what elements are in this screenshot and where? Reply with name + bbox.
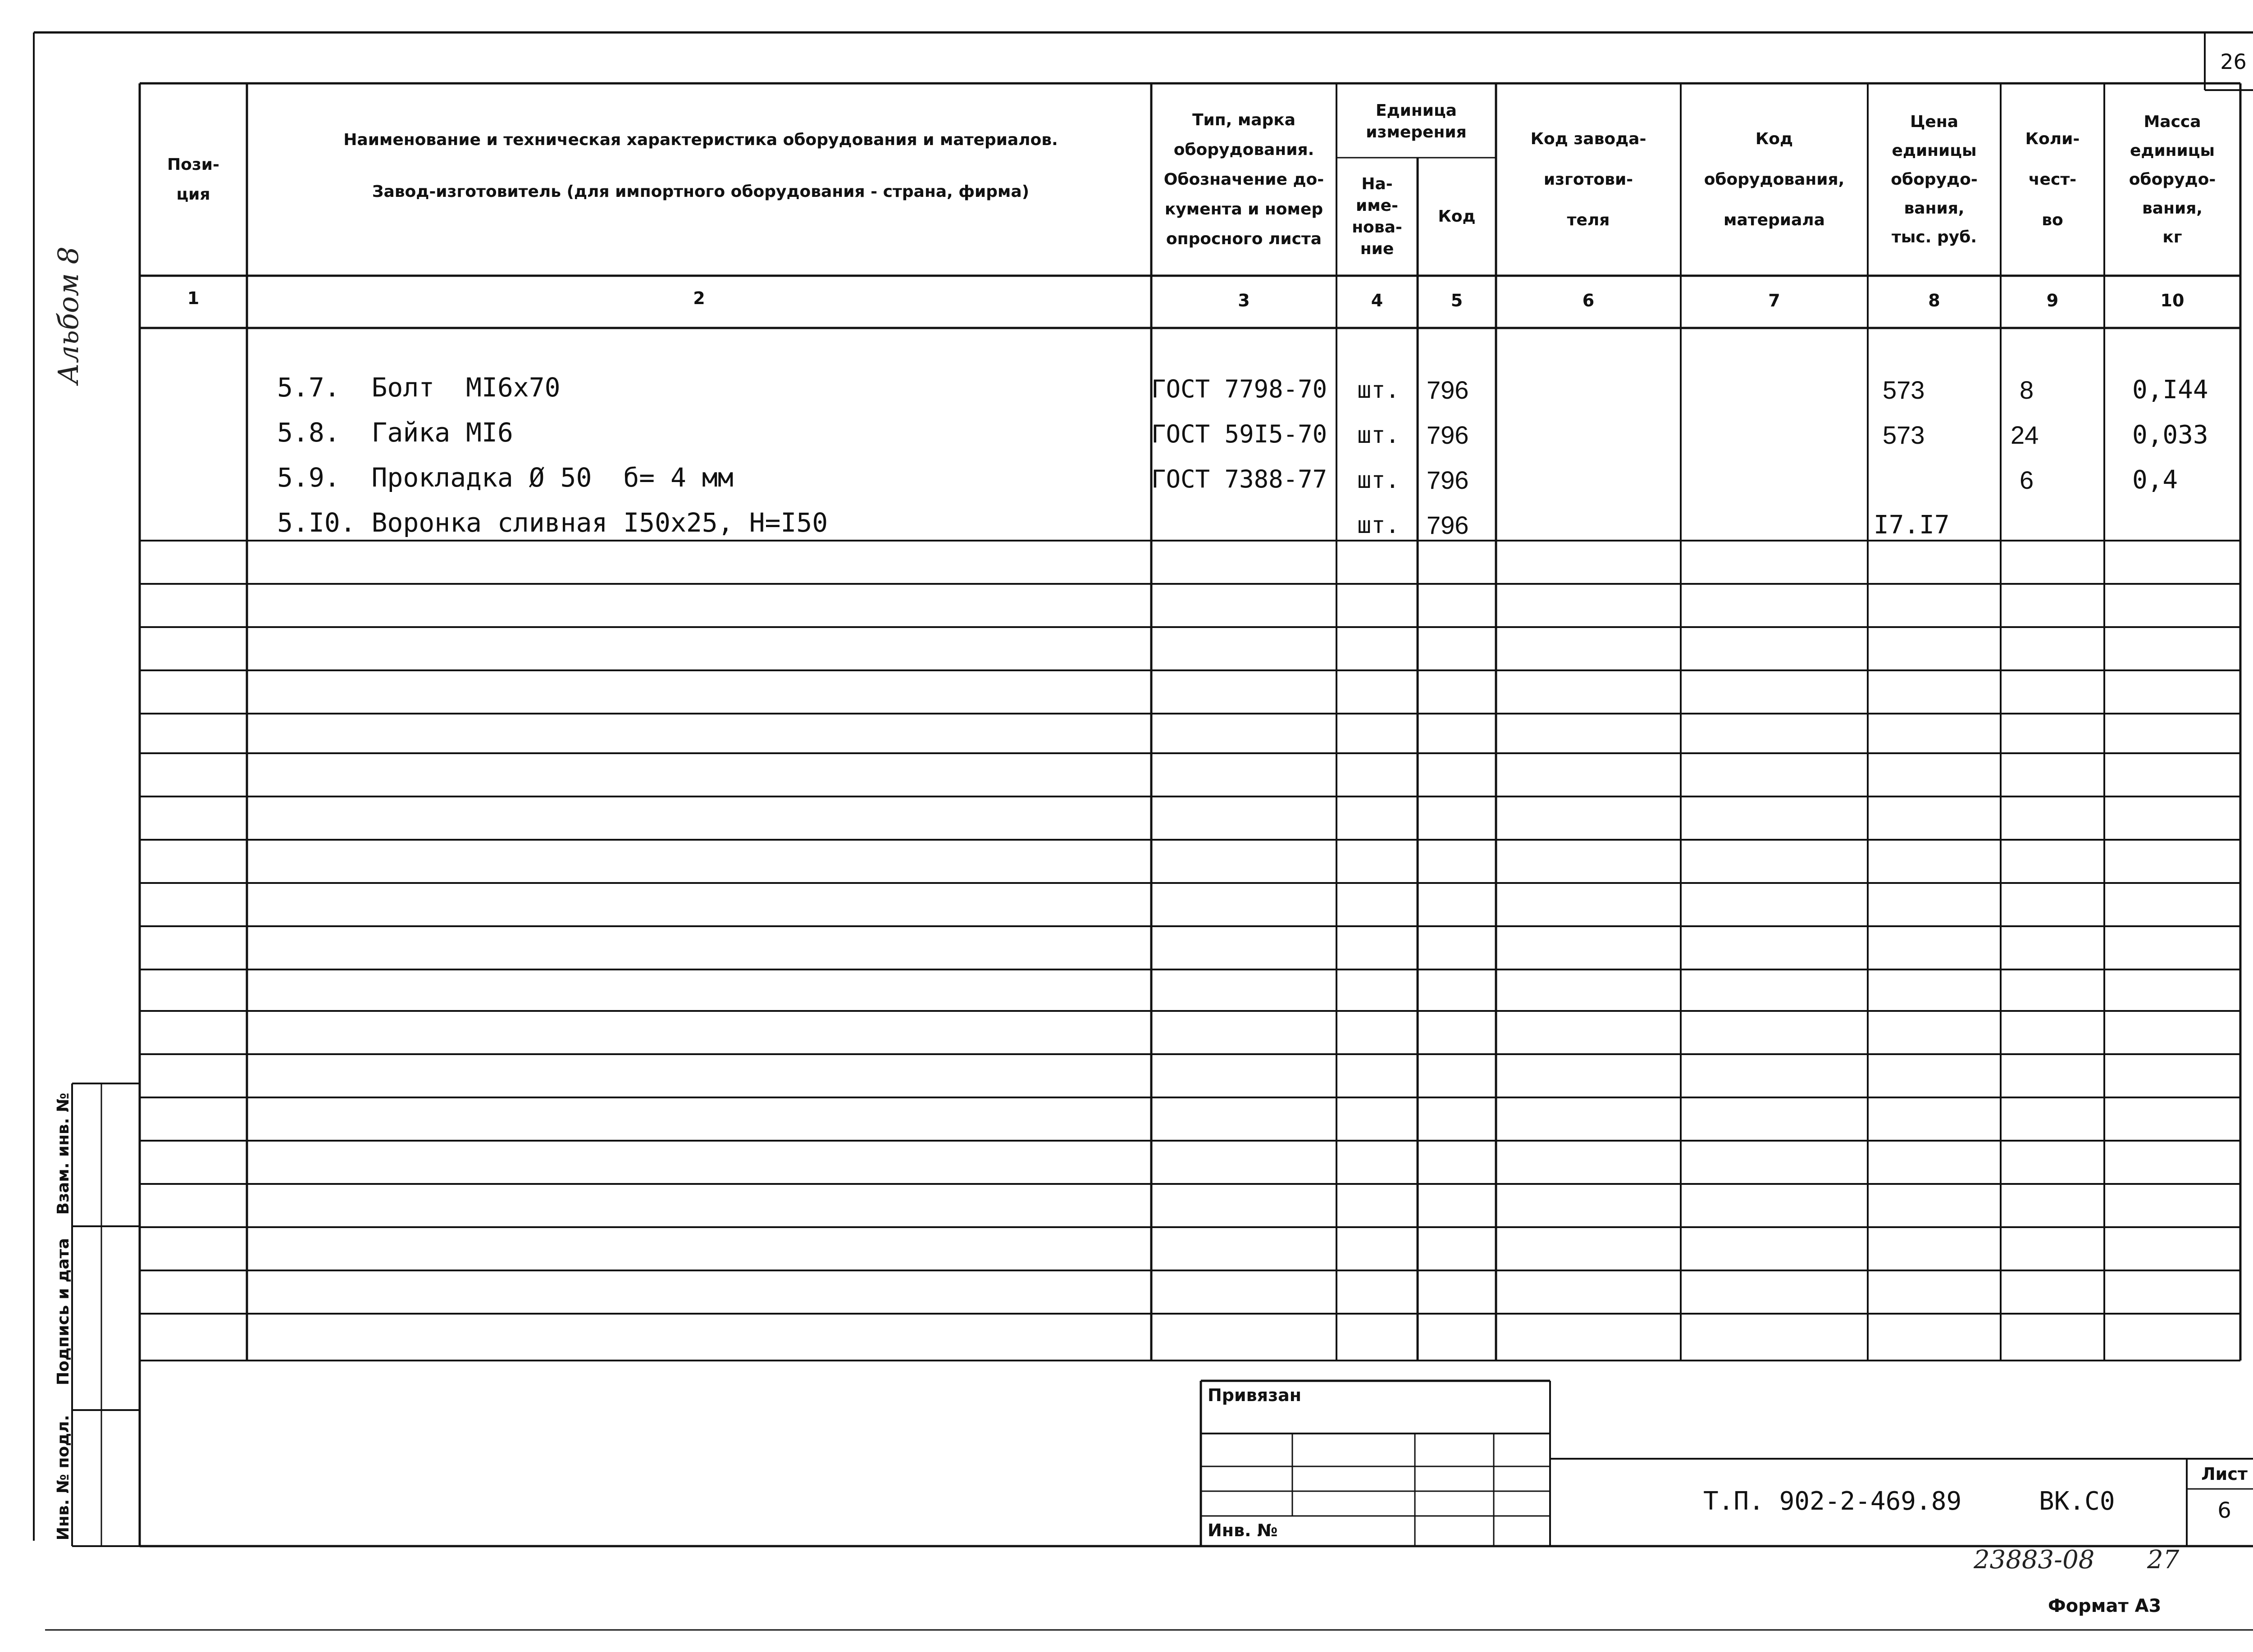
- format-label: Формат А3: [2048, 1596, 2162, 1616]
- column-number: 3: [1238, 291, 1250, 310]
- side-stamp-replacement-inv: Взам. инв. №: [54, 1092, 73, 1215]
- header-type: Тип, марка оборудования. Обозначение до- кумента и номер опросного листа: [1163, 110, 1324, 248]
- side-stamp-signature-date: Подпись и дата: [54, 1238, 73, 1385]
- table-cell-unit: шт.: [1357, 377, 1400, 404]
- header-name: Наименование и техническая характеристика оборудования и материалов.: [343, 131, 1058, 149]
- table-cell-price: 573: [1883, 376, 1925, 404]
- table-cell-mass: 0,I44: [2132, 375, 2208, 405]
- table-cell-doc: ГОСТ 7388-77: [1151, 465, 1327, 493]
- handwritten-number: 23883-08: [1974, 1545, 2095, 1575]
- column-number: 7: [1768, 291, 1780, 310]
- table-cell-name: 5.7. Болт МI6х70: [277, 372, 561, 403]
- column-number: 1: [187, 288, 200, 308]
- header-unit-code: Код: [1438, 207, 1476, 226]
- table-cell-mass: 0,033: [2132, 420, 2208, 450]
- table-cell-qty: 8: [2020, 376, 2034, 404]
- document-designation: Т.П. 902-2-469.89: [1703, 1487, 1962, 1516]
- column-number: 2: [693, 288, 705, 308]
- stamp-inv-no: Инв. №: [1208, 1520, 1278, 1540]
- header-unit-name: На- име- нова- ние: [1352, 175, 1402, 258]
- header-price: Цена единицы оборудо- вания, тыс. руб.: [1891, 112, 1978, 246]
- table-cell-qty: 6: [2020, 466, 2034, 494]
- column-number: 8: [1928, 291, 1940, 310]
- table-cell-mass: 0,4: [2132, 465, 2178, 495]
- column-number: 6: [1582, 291, 1595, 310]
- album-label: Альбом 8: [52, 246, 85, 384]
- header-equipment-code: Код оборудования, материала: [1704, 129, 1845, 229]
- table-cell-unit: шт.: [1357, 512, 1400, 539]
- stamp-privyazan: Привязан: [1208, 1385, 1302, 1405]
- header-manufacturer: Завод-изготовитель (для импортного оборудования - страна, фирма): [372, 182, 1030, 201]
- table-cell-code: 796: [1427, 511, 1469, 539]
- sheet-label: Лист: [2201, 1464, 2248, 1484]
- table-cell-unit: шт.: [1357, 467, 1400, 494]
- handwritten-page: 27: [2147, 1545, 2180, 1575]
- table-cell-code: 796: [1427, 466, 1469, 494]
- page-number: 26: [2220, 50, 2247, 74]
- table-cell-name: 5.9. Прокладка Ø 50 б= 4 мм: [277, 462, 734, 493]
- table-cell-code: 796: [1427, 376, 1469, 404]
- sheet-number: 6: [2217, 1498, 2231, 1523]
- table-cell-name: 5.8. Гайка МI6: [277, 417, 513, 448]
- table-cell-price: I7.I7: [1874, 510, 1950, 540]
- header-unit-group: Единица измерения: [1366, 101, 1467, 141]
- table-cell-doc: ГОСТ 59I5-70: [1151, 420, 1327, 448]
- table-cell-unit: шт.: [1357, 422, 1400, 449]
- table-cell-price: 573: [1883, 421, 1925, 449]
- header-position: Пози- ция: [167, 155, 219, 204]
- column-number: 5: [1450, 291, 1463, 310]
- column-number: 4: [1371, 291, 1383, 310]
- header-mass: Масса единицы оборудо- вания, кг: [2129, 112, 2216, 246]
- side-stamp-original-inv: Инв. № подл.: [54, 1415, 73, 1541]
- column-number: 9: [2046, 291, 2059, 310]
- table-cell-code: 796: [1427, 421, 1469, 449]
- header-quantity: Коли- чест- во: [2025, 129, 2080, 229]
- header-factory-code: Код завода- изготови- теля: [1530, 129, 1646, 229]
- table-cell-name: 5.I0. Воронка сливная I50х25, Н=I50: [277, 507, 828, 538]
- document-mark: ВК.С0: [2039, 1487, 2115, 1516]
- column-number: 10: [2160, 291, 2185, 310]
- table-cell-qty: 24: [2011, 421, 2039, 449]
- table-cell-doc: ГОСТ 7798-70: [1151, 375, 1327, 403]
